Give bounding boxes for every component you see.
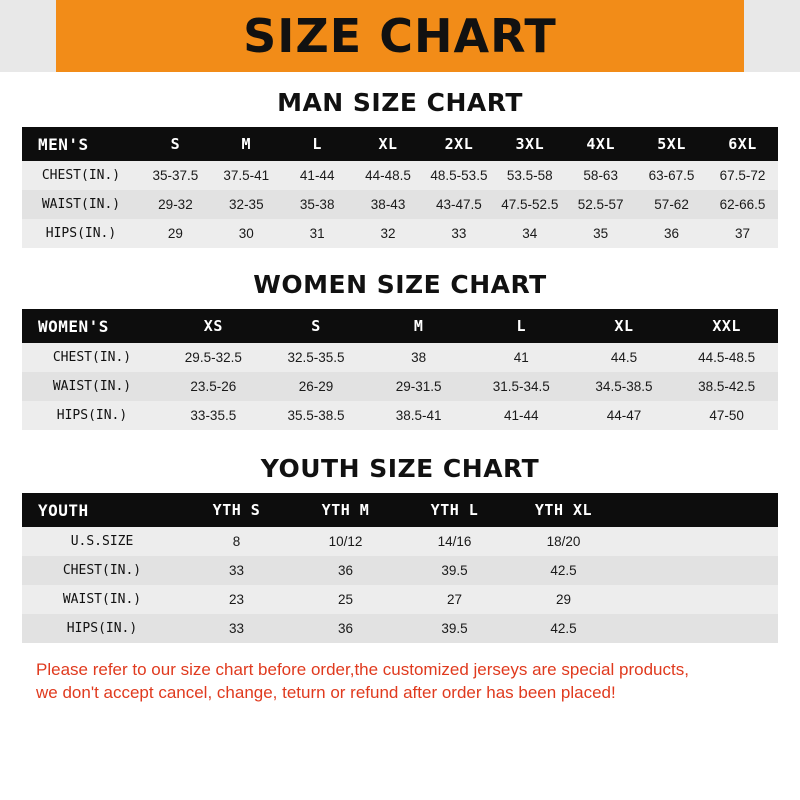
man-col-header-8: 5XL <box>657 135 686 153</box>
women-cell-1-3: 31.5-34.5 <box>492 379 550 394</box>
women-col-header-5: XL <box>614 317 634 335</box>
man-cell-2-2: 31 <box>309 226 325 241</box>
man-cell-2-7: 36 <box>664 226 680 241</box>
youth-row-label-0: U.S.SIZE <box>70 534 134 549</box>
youth-cell-0-spacer <box>618 527 778 556</box>
youth-cell-1-3: 42.5 <box>550 563 577 578</box>
man-col-header-5: 2XL <box>444 135 474 153</box>
page-title: SIZE CHART <box>243 9 557 63</box>
man-cell-1-7: 57-62 <box>654 197 689 212</box>
man-col-header-9: 6XL <box>728 135 757 153</box>
man-cell-1-0: 29-32 <box>158 197 193 212</box>
youth-cell-0-2: 14/16 <box>437 534 472 549</box>
youth-cell-3-3: 42.5 <box>550 621 577 636</box>
man-cell-2-4: 33 <box>451 226 467 241</box>
youth-cell-0-0: 8 <box>232 534 241 549</box>
page-content <box>0 88 800 705</box>
women-cell-1-5: 38.5-42.5 <box>698 379 756 394</box>
man-cell-1-3: 38-43 <box>370 197 406 212</box>
table-row <box>22 343 778 372</box>
youth-row-label-1: CHEST(IN.) <box>62 563 142 578</box>
youth-col-header-3: YTH L <box>430 501 479 519</box>
table-row <box>22 556 778 585</box>
man-size-table <box>22 127 778 248</box>
man-col-header-3: L <box>312 135 322 153</box>
women-col-header-3: M <box>413 317 424 335</box>
youth-cell-1-0: 33 <box>228 563 245 578</box>
man-col-header-4: XL <box>378 135 398 153</box>
man-col-header-6: 3XL <box>515 135 545 153</box>
women-cell-0-2: 38 <box>411 350 427 365</box>
women-col-header-4: L <box>516 317 527 335</box>
youth-cell-2-3: 29 <box>555 592 572 607</box>
man-col-header-0: MEN'S <box>38 134 89 154</box>
women-cell-1-1: 26-29 <box>298 379 334 394</box>
footer-note <box>36 659 764 705</box>
man-cell-1-1: 32-35 <box>229 197 264 212</box>
youth-cell-3-1: 36 <box>337 621 354 636</box>
youth-section-title: YOUTH SIZE CHART <box>260 454 540 483</box>
table-row <box>22 372 778 401</box>
man-cell-2-5: 34 <box>522 226 538 241</box>
women-cell-2-4: 44-47 <box>606 408 642 423</box>
man-cell-2-3: 32 <box>380 226 396 241</box>
footer-note-line-1: Please refer to our size chart before order,the customized jerseys are special products, <box>36 660 689 679</box>
man-cell-0-7: 63-67.5 <box>648 168 695 183</box>
women-cell-0-4: 44.5 <box>610 350 638 365</box>
women-row-label-2: HIPS(IN.) <box>56 408 128 423</box>
footer-note-line-2: we don't accept cancel, change, teturn or refund after order has been placed! <box>36 682 616 702</box>
man-col-header-1: S <box>170 135 181 153</box>
women-col-header-0: WOMEN'S <box>38 316 109 336</box>
youth-cell-1-spacer <box>618 556 778 585</box>
man-row-label-2: HIPS(IN.) <box>45 226 117 241</box>
women-cell-2-5: 47-50 <box>709 408 744 423</box>
man-cell-0-6: 58-63 <box>583 168 618 183</box>
man-cell-2-0: 29 <box>167 226 183 241</box>
youth-row-label-3: HIPS(IN.) <box>66 621 138 636</box>
table-header-row <box>22 309 778 343</box>
header-left-block <box>0 0 56 72</box>
women-cell-0-0: 29.5-32.5 <box>184 350 242 365</box>
women-section-title: WOMEN SIZE CHART <box>253 270 547 299</box>
man-cell-0-8: 67.5-72 <box>719 168 766 183</box>
women-col-header-2: S <box>311 317 321 335</box>
youth-cell-3-spacer <box>618 614 778 643</box>
women-cell-1-4: 34.5-38.5 <box>595 379 653 394</box>
youth-row-label-2: WAIST(IN.) <box>62 592 142 607</box>
women-cell-1-2: 29-31.5 <box>395 379 442 394</box>
women-cell-0-1: 32.5-35.5 <box>287 350 345 365</box>
table-row <box>22 614 778 643</box>
women-cell-2-0: 33-35.5 <box>190 408 237 423</box>
table-row <box>22 527 778 556</box>
man-cell-0-0: 35-37.5 <box>152 168 199 183</box>
youth-cell-1-1: 36 <box>337 563 354 578</box>
man-cell-2-6: 35 <box>593 226 609 241</box>
youth-size-table <box>22 493 778 643</box>
women-size-table <box>22 309 778 430</box>
man-cell-0-5: 53.5-58 <box>506 168 553 183</box>
women-row-label-1: WAIST(IN.) <box>52 379 132 394</box>
table-row <box>22 190 778 219</box>
women-cell-1-0: 23.5-26 <box>190 379 237 394</box>
youth-cell-2-1: 25 <box>337 592 354 607</box>
youth-col-header-4: YTH XL <box>534 501 593 519</box>
women-cell-0-5: 44.5-48.5 <box>698 350 756 365</box>
table-header-row <box>22 127 778 161</box>
youth-cell-2-0: 23 <box>228 592 245 607</box>
women-col-header-6: XXL <box>712 317 741 335</box>
youth-col-header-2: YTH M <box>321 501 370 519</box>
man-cell-0-3: 44-48.5 <box>365 168 411 183</box>
youth-cell-0-1: 10/12 <box>328 534 363 549</box>
man-cell-1-4: 43-47.5 <box>436 197 482 212</box>
man-cell-2-1: 30 <box>238 226 254 241</box>
youth-col-header-spacer <box>618 493 778 527</box>
table-header-row <box>22 493 778 527</box>
man-col-header-2: M <box>241 135 252 153</box>
table-row <box>22 161 778 190</box>
table-row <box>22 401 778 430</box>
youth-cell-3-0: 33 <box>228 621 245 636</box>
man-cell-1-5: 47.5-52.5 <box>501 197 559 212</box>
table-row <box>22 585 778 614</box>
man-cell-1-6: 52.5-57 <box>577 197 624 212</box>
women-col-header-1: XS <box>203 317 223 335</box>
youth-col-header-1: YTH S <box>212 501 261 519</box>
man-cell-0-1: 37.5-41 <box>223 168 270 183</box>
women-cell-2-3: 41-44 <box>504 408 539 423</box>
youth-cell-0-3: 18/20 <box>546 534 581 549</box>
man-section-title: MAN SIZE CHART <box>277 88 523 117</box>
man-cell-0-4: 48.5-53.5 <box>430 168 488 183</box>
man-cell-1-2: 35-38 <box>299 197 335 212</box>
man-col-header-7: 4XL <box>586 135 615 153</box>
man-cell-2-8: 37 <box>734 226 751 241</box>
man-cell-0-2: 41-44 <box>299 168 335 183</box>
women-cell-2-2: 38.5-41 <box>395 408 442 423</box>
youth-cell-2-spacer <box>618 585 778 614</box>
man-row-label-0: CHEST(IN.) <box>41 168 121 183</box>
women-row-label-0: CHEST(IN.) <box>52 350 132 365</box>
youth-cell-2-2: 27 <box>446 592 463 607</box>
youth-cell-3-2: 39.5 <box>441 621 468 636</box>
women-cell-0-3: 41 <box>513 350 529 365</box>
youth-cell-1-2: 39.5 <box>441 563 468 578</box>
table-row <box>22 219 778 248</box>
man-row-label-1: WAIST(IN.) <box>41 197 121 212</box>
header-right-block <box>744 0 800 72</box>
women-cell-2-1: 35.5-38.5 <box>287 408 345 423</box>
man-cell-1-8: 62-66.5 <box>719 197 766 212</box>
youth-col-header-0: YOUTH <box>38 500 89 520</box>
page-header <box>0 0 800 72</box>
